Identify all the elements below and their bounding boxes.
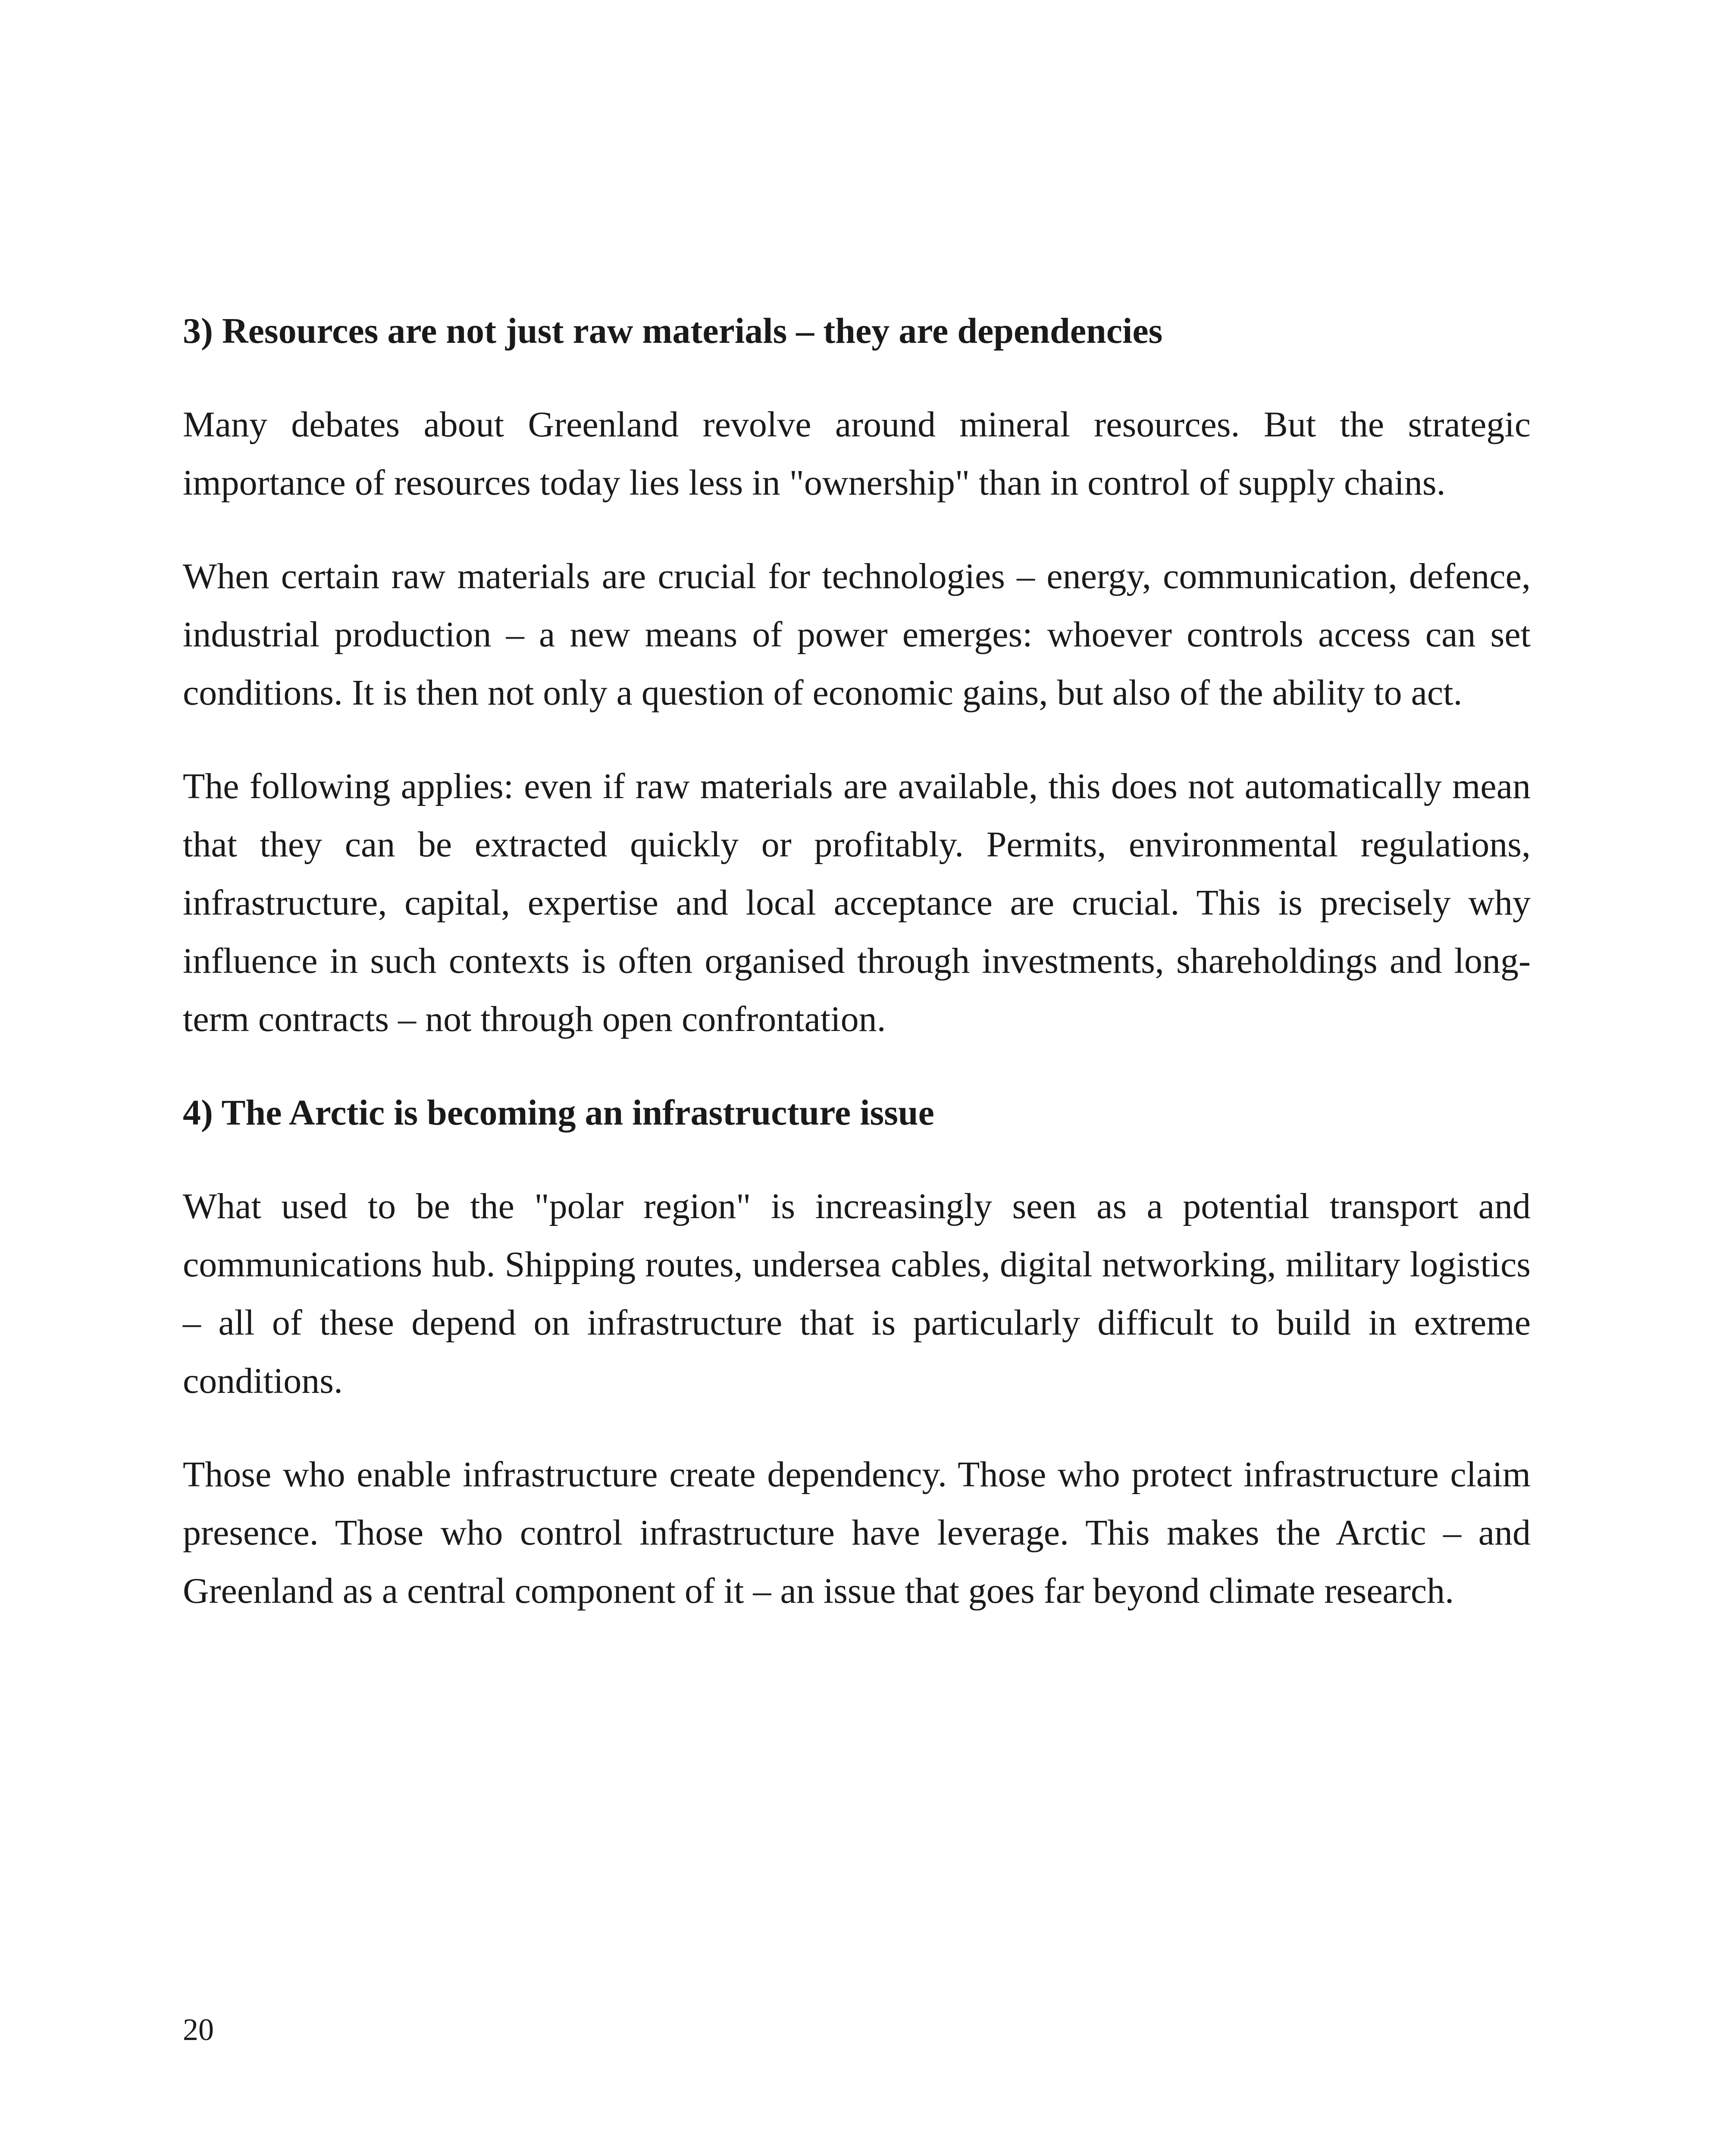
section-4-heading: 4) The Arctic is becoming an infrastructure issue [183, 1093, 934, 1133]
section-4-paragraph-2: Those who enable infrastructure create dependency. Those who protect infrastructure claim presence. Those who control infrastructure have leverage. This makes the Arctic – and Greenland as a central component of it – an issue that goes far beyond climate research. [183, 1454, 1531, 1611]
page-number: 20 [183, 2012, 214, 2047]
section-3-paragraph-1: Many debates about Greenland revolve around mineral resources. But the strategic importance of resources today lies less in "ownership" than in control of supply chains. [183, 404, 1531, 503]
section-3-paragraph-3: The following applies: even if raw materials are available, this does not automatically mean that they can be extracted quickly or profitably. Permits, environmental regulations, infrastructure, capital, expertise and local acceptance are crucial. This is precisely why influence in such contexts is often organised through investments, shareholdings and long-term contracts – not through open confrontation. [183, 766, 1531, 1039]
page-body [183, 302, 1531, 1620]
section-3-paragraph-2: When certain raw materials are crucial for technologies – energy, communication, defence, industrial production – a new means of power emerges: whoever controls access can set conditions. It is then not only a question of economic gains, but also of the ability to act. [183, 556, 1531, 713]
section-4-paragraph-1: What used to be the "polar region" is increasingly seen as a potential transport and communications hub. Shipping routes, undersea cables, digital networking, military logistics – all of these depend on infrastructure that is particularly difficult to build in extreme conditions. [183, 1186, 1531, 1401]
section-3-heading: 3) Resources are not just raw materials – they are dependencies [183, 311, 1163, 351]
